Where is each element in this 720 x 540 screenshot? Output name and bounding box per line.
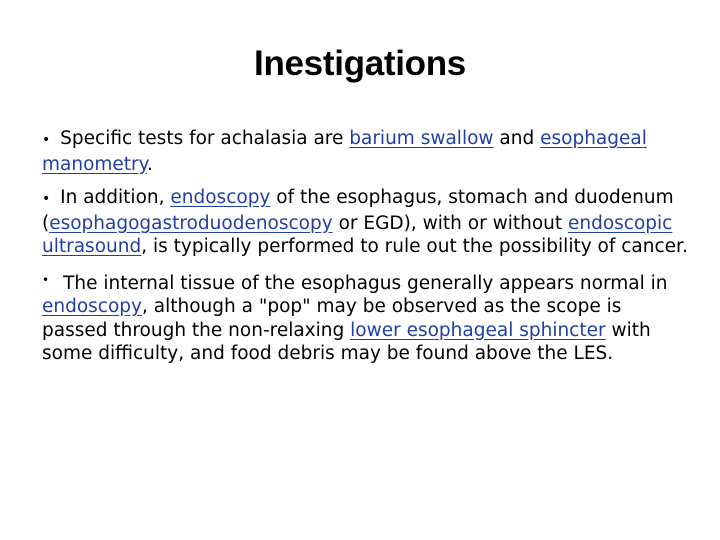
bullet-icon: • <box>42 272 50 287</box>
bullet-text: or EGD), with or without <box>332 212 568 234</box>
bullet-text: . <box>146 153 153 175</box>
slide-title: Inestigations <box>254 44 466 83</box>
bullet-item-tissue <box>42 269 692 366</box>
bullet-item-tests <box>42 127 692 176</box>
endoscopy-link[interactable]: endoscopy <box>42 296 142 317</box>
barium-swallow-link[interactable]: barium swallow <box>349 128 494 149</box>
bullet-item-endoscopy <box>42 186 692 259</box>
bullet-text: Specific tests for achalasia are <box>60 128 350 149</box>
bullet-text: of the esophagus, stomach and duodenum ( <box>42 187 674 234</box>
bullet-text: In addition, <box>60 187 171 208</box>
endoscopic-ultrasound-link[interactable]: endoscopic ultrasound <box>42 212 673 257</box>
bullet-list <box>42 127 692 376</box>
egd-link[interactable]: esophagogastroduodenoscopy <box>49 212 333 234</box>
lower-esophageal-sphincter-link[interactable]: lower esophageal sphincter <box>350 319 606 341</box>
bullet-text: with some difficulty, and food debris may be found above the LES. <box>42 319 651 364</box>
bullet-text: , although a "pop" may be observed as the scope is passed through the non-relaxing <box>42 296 622 341</box>
esophageal-manometry-link[interactable]: esophageal manometry <box>42 128 647 175</box>
endoscopy-link[interactable]: endoscopy <box>170 187 271 208</box>
bullet-icon: • <box>42 132 51 148</box>
bullet-text: The internal tissue of the esophagus generally appears normal in <box>63 272 668 294</box>
bullet-text: , is typically performed to rule out the possibility of cancer. <box>141 236 688 257</box>
bullet-text: and <box>493 128 541 149</box>
bullet-icon: • <box>42 191 51 207</box>
